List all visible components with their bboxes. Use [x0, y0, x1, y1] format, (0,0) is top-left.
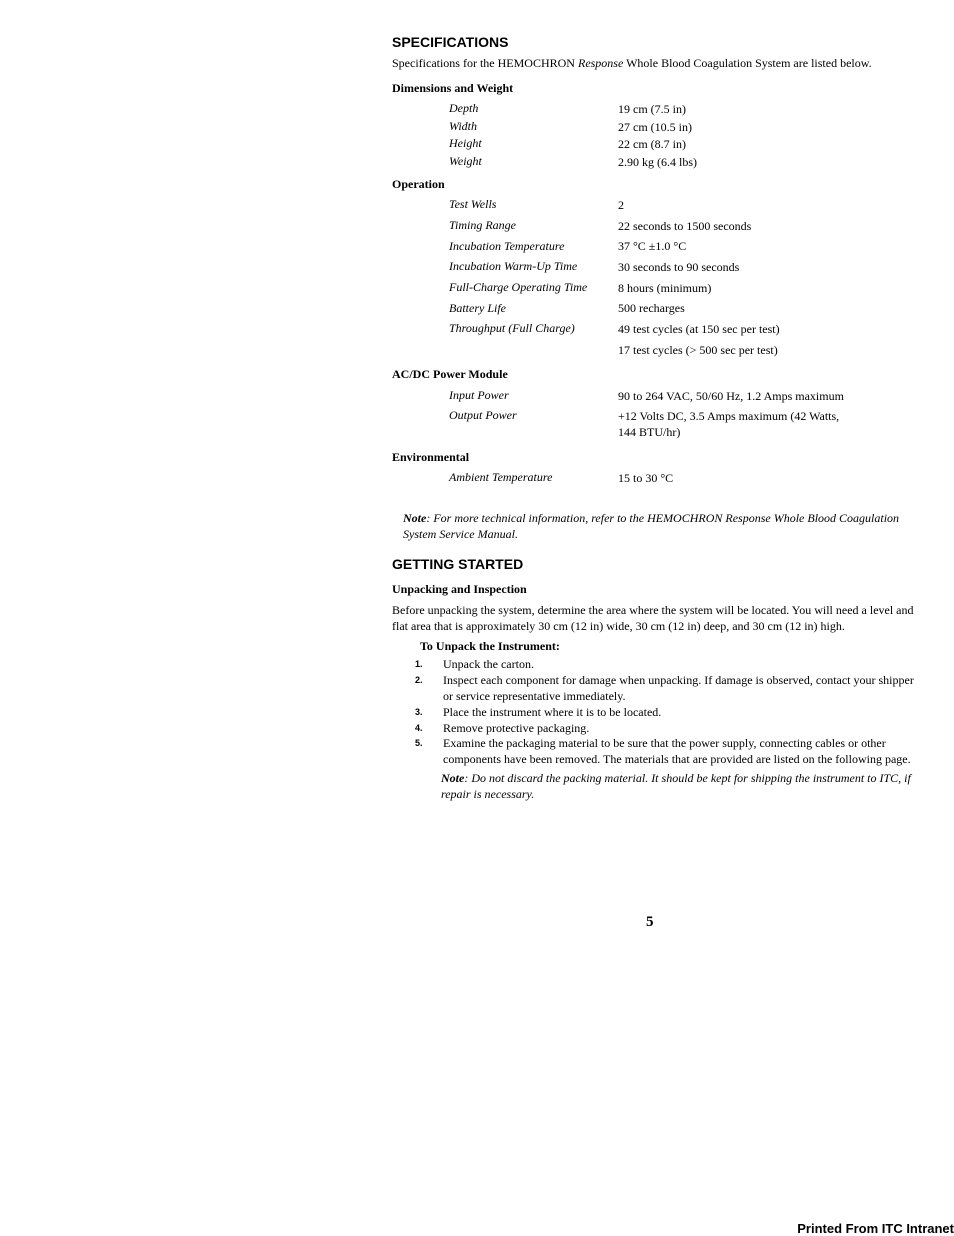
spec-value-output-power: +12 Volts DC, 3.5 Amps maximum (42 Watts, 144 BTU/hr): [618, 409, 840, 439]
spec-label-operating-time: Full-Charge Operating Time: [449, 280, 588, 294]
spec-value-operating-time: 8 hours (minimum): [618, 281, 712, 295]
spec-value-battery-life: 500 recharges: [618, 301, 685, 315]
procedure-title: To Unpack the Instrument:: [420, 639, 560, 653]
step-text: Inspect each component for damage when unpacking. If damage is observed, contact your shipper or service representative immediately.: [443, 673, 914, 703]
step-text: Unpack the carton.: [443, 657, 534, 671]
spec-value-ambient-temperature: 15 to 30 °C: [618, 471, 674, 485]
spec-value-depth: 19 cm (7.5 in): [618, 102, 686, 116]
spec-value-input-power: 90 to 264 VAC, 50/60 Hz, 1.2 Amps maximum: [618, 389, 844, 403]
unpacking-intro: Before unpacking the system, determine the area where the system will be located. You will need a level and flat area that is approximately 30 cm (12 in) wide, 30 cm (12 in) deep, and 30 cm (12 in) high.: [392, 603, 914, 633]
step-text: Remove protective packaging.: [443, 721, 590, 735]
spec-label-battery-life: Battery Life: [449, 301, 506, 315]
step-number: 2.: [415, 675, 423, 685]
step-text: Place the instrument where it is to be located.: [443, 705, 662, 719]
environmental-title: Environmental: [392, 450, 470, 464]
spec-label-weight: Weight: [449, 154, 482, 168]
spec-label-test-wells: Test Wells: [449, 197, 497, 211]
spec-value-width: 27 cm (10.5 in): [618, 120, 692, 134]
specifications-heading: SPECIFICATIONS: [392, 34, 509, 50]
step-text: Examine the packaging material to be sure that the power supply, connecting cables or other components have been removed. The materials that are provided are listed on the following page.: [443, 736, 911, 766]
dimensions-title: Dimensions and Weight: [392, 81, 514, 95]
unpacking-subheading: Unpacking and Inspection: [392, 582, 527, 596]
spec-label-width: Width: [449, 119, 478, 133]
spec-value-timing-range: 22 seconds to 1500 seconds: [618, 219, 752, 233]
spec-value-warm-up-time: 30 seconds to 90 seconds: [618, 260, 740, 274]
specifications-intro: Specifications for the HEMOCHRON Response Whole Blood Coagulation System are listed below.: [392, 56, 872, 70]
spec-value-test-wells: 2: [618, 198, 624, 212]
operation-title: Operation: [392, 177, 445, 191]
step-number: 1.: [415, 659, 423, 669]
spec-note: Note: For more technical information, refer to the HEMOCHRON Response Whole Blood Coagulation System Service Manual.: [403, 511, 900, 541]
spec-label-timing-range: Timing Range: [449, 218, 517, 232]
step-number: 4.: [415, 723, 423, 733]
step-number: 5.: [415, 738, 423, 748]
spec-label-input-power: Input Power: [449, 388, 509, 402]
page-number: 5: [646, 914, 654, 930]
spec-value-incubation-temperature: 37 °C ±1.0 °C: [618, 239, 687, 253]
getting-started-heading: GETTING STARTED: [392, 556, 524, 572]
packing-note: Note: Do not discard the packing material. It should be kept for shipping the instrument to ITC, if repair is necessary.: [441, 771, 911, 801]
power-title: AC/DC Power Module: [392, 367, 508, 381]
step-number: 3.: [415, 707, 423, 717]
spec-label-output-power: Output Power: [449, 408, 517, 422]
spec-label-throughput: Throughput (Full Charge): [449, 321, 575, 335]
spec-value-weight: 2.90 kg (6.4 lbs): [618, 155, 697, 169]
spec-label-warm-up-time: Incubation Warm-Up Time: [449, 259, 578, 273]
spec-label-incubation-temperature: Incubation Temperature: [449, 239, 565, 253]
spec-label-ambient-temperature: Ambient Temperature: [449, 470, 553, 484]
spec-label-height: Height: [449, 136, 482, 150]
spec-value-height: 22 cm (8.7 in): [618, 137, 686, 151]
footer-text: Printed From ITC Intranet: [797, 1221, 954, 1236]
spec-label-depth: Depth: [449, 101, 479, 115]
spec-value-throughput-long: 17 test cycles (> 500 sec per test): [618, 343, 778, 357]
spec-value-throughput: 49 test cycles (at 150 sec per test): [618, 322, 780, 336]
